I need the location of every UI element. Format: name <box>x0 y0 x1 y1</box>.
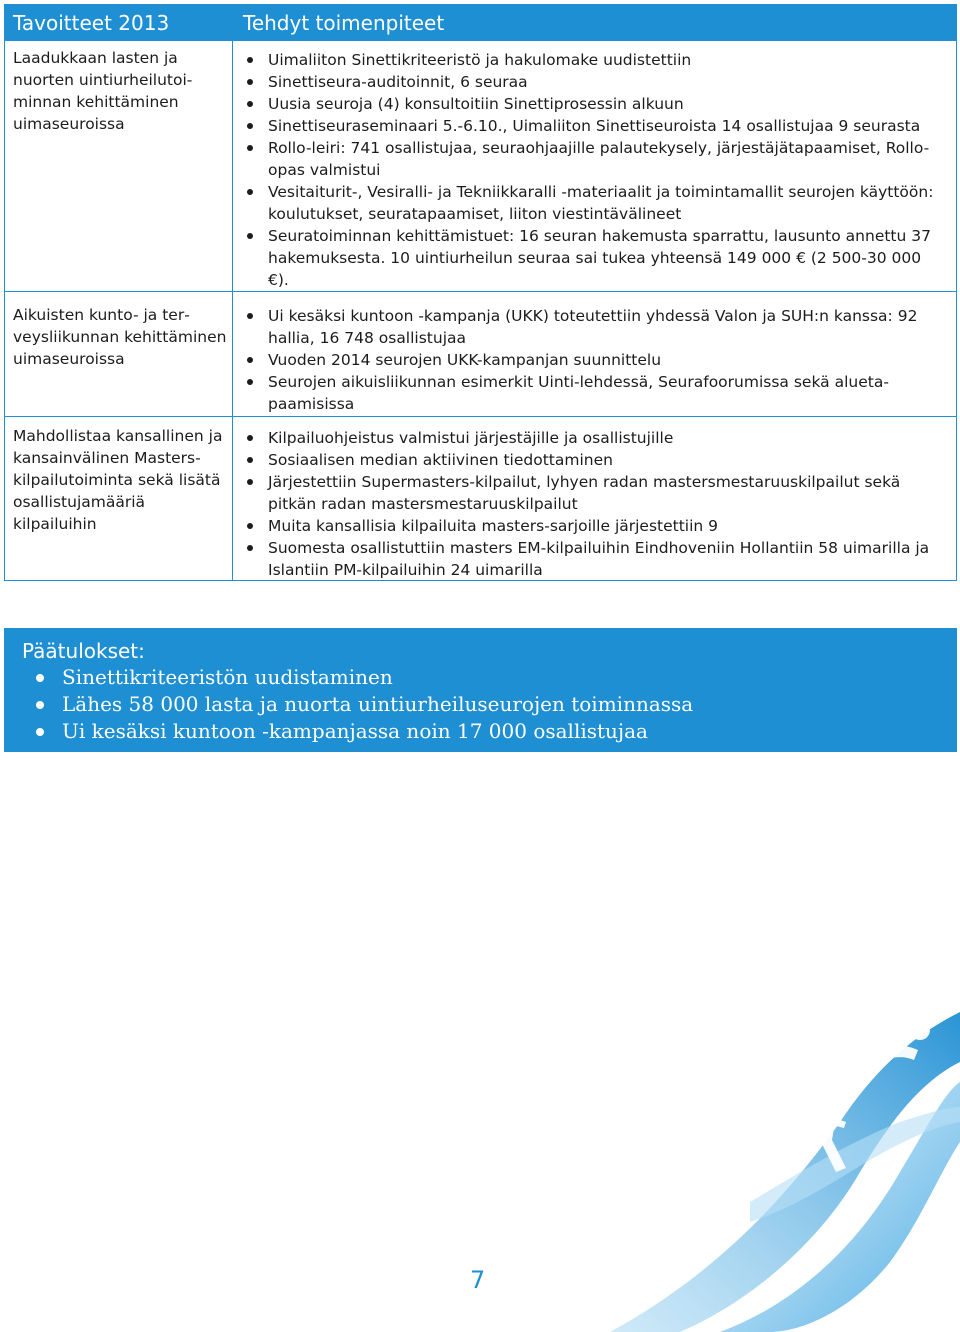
goals-table <box>4 4 957 581</box>
list-item: Seurojen aikuisliikunnan esimerkit Uinti-lehdessä, Seurafoorumissa sekä aluetapaamisissa <box>243 371 946 415</box>
results-box <box>4 628 957 752</box>
row-divider <box>5 291 956 292</box>
list-item: Kilpailuohjeistus valmistui järjestäjille ja osallistujille <box>243 427 946 449</box>
list-item: Järjestettiin Supermasters-kilpailut, lyhyen radan mastersmestaruuskilpailut sekä pitkän radan mastersmestaruuskilpailut <box>243 471 946 515</box>
list-item: Sinettiseuraseminaari 5.-6.10., Uimaliiton Sinettiseuroista 14 osallistujaa 9 seurasta <box>243 115 946 137</box>
list-item: Vesitaiturit-, Vesiralli- ja Tekniikkaralli -materiaalit ja toimintamallit seurojen käyttöön: koulutukset, seuratapaamiset, liiton viestintävälineet <box>243 181 946 225</box>
results-title: Päätulokset: <box>22 639 145 663</box>
swimming-sports-decoration <box>600 972 960 1332</box>
list-item: Seuratoiminnan kehittämistuet: 16 seuran hakemusta sparrattu, lausunto annettu 37 hakemuksesta. 10 uintiurheilun seuraa sai tukea yhteensä 149 000 € (2 500-30 000 €). <box>243 225 946 291</box>
list-item: Uimaliiton Sinettikriteeristö ja hakulomake uudistettiin <box>243 49 946 71</box>
list-item: Sinettiseura-auditoinnit, 6 seuraa <box>243 71 946 93</box>
results-item: Ui kesäksi kuntoon -kampanjassa noin 17 000 osallistujaa <box>22 718 939 745</box>
list-item: Muita kansallisia kilpailuita masters-sarjoille järjestettiin 9 <box>243 515 946 537</box>
list-item: Suomesta osallistuttiin masters EM-kilpailuihin Eindhoveniin Hollantiin 58 uimarilla ja Islantiin PM-kilpailuihin 24 uimarilla <box>243 537 946 581</box>
actions-column <box>233 5 956 580</box>
list-item: Sosiaalisen median aktiivinen tiedottaminen <box>243 449 946 471</box>
actions-list-adult-fitness <box>243 305 946 415</box>
actions-header: Tehdyt toimenpiteet <box>233 5 956 41</box>
goal-masters-competition: Mahdollistaa kansallinen ja kansainvälinen Masters-kilpailutoiminta sekä lisätä osallistujamääriä kilpailuihin <box>13 427 223 533</box>
list-item: Ui kesäksi kuntoon -kampanja (UKK) toteutettiin yhdessä Valon ja SUH:n kanssa: 92 hallia, 16 748 osallistujaa <box>243 305 946 349</box>
actions-list-masters <box>243 427 946 581</box>
actions-list-children-youth <box>243 49 946 291</box>
results-item: Lähes 58 000 lasta ja nuorta uintiurheiluseurojen toiminnassa <box>22 691 939 718</box>
goal-children-youth: Laadukkaan lasten ja nuorten uintiurheilutoiminnan kehittäminen uimaseuroissa <box>13 49 193 133</box>
results-list <box>22 664 939 745</box>
results-item: Sinettikriteeristön uudistaminen <box>22 664 939 691</box>
list-item: Rollo-leiri: 741 osallistujaa, seuraohjaajille palautekysely, järjestäjätapaamiset, Rollo-opas valmistui <box>243 137 946 181</box>
goal-adult-fitness: Aikuisten kunto- ja terveysliikunnan kehittäminen uimaseuroissa <box>13 306 227 368</box>
row-divider <box>5 416 956 417</box>
page-number: 7 <box>470 1266 486 1294</box>
goals-column <box>5 5 233 580</box>
list-item: Uusia seuroja (4) konsultoitiin Sinettiprosessin alkuun <box>243 93 946 115</box>
goals-header: Tavoitteet 2013 <box>5 5 232 41</box>
list-item: Vuoden 2014 seurojen UKK-kampanjan suunnittelu <box>243 349 946 371</box>
